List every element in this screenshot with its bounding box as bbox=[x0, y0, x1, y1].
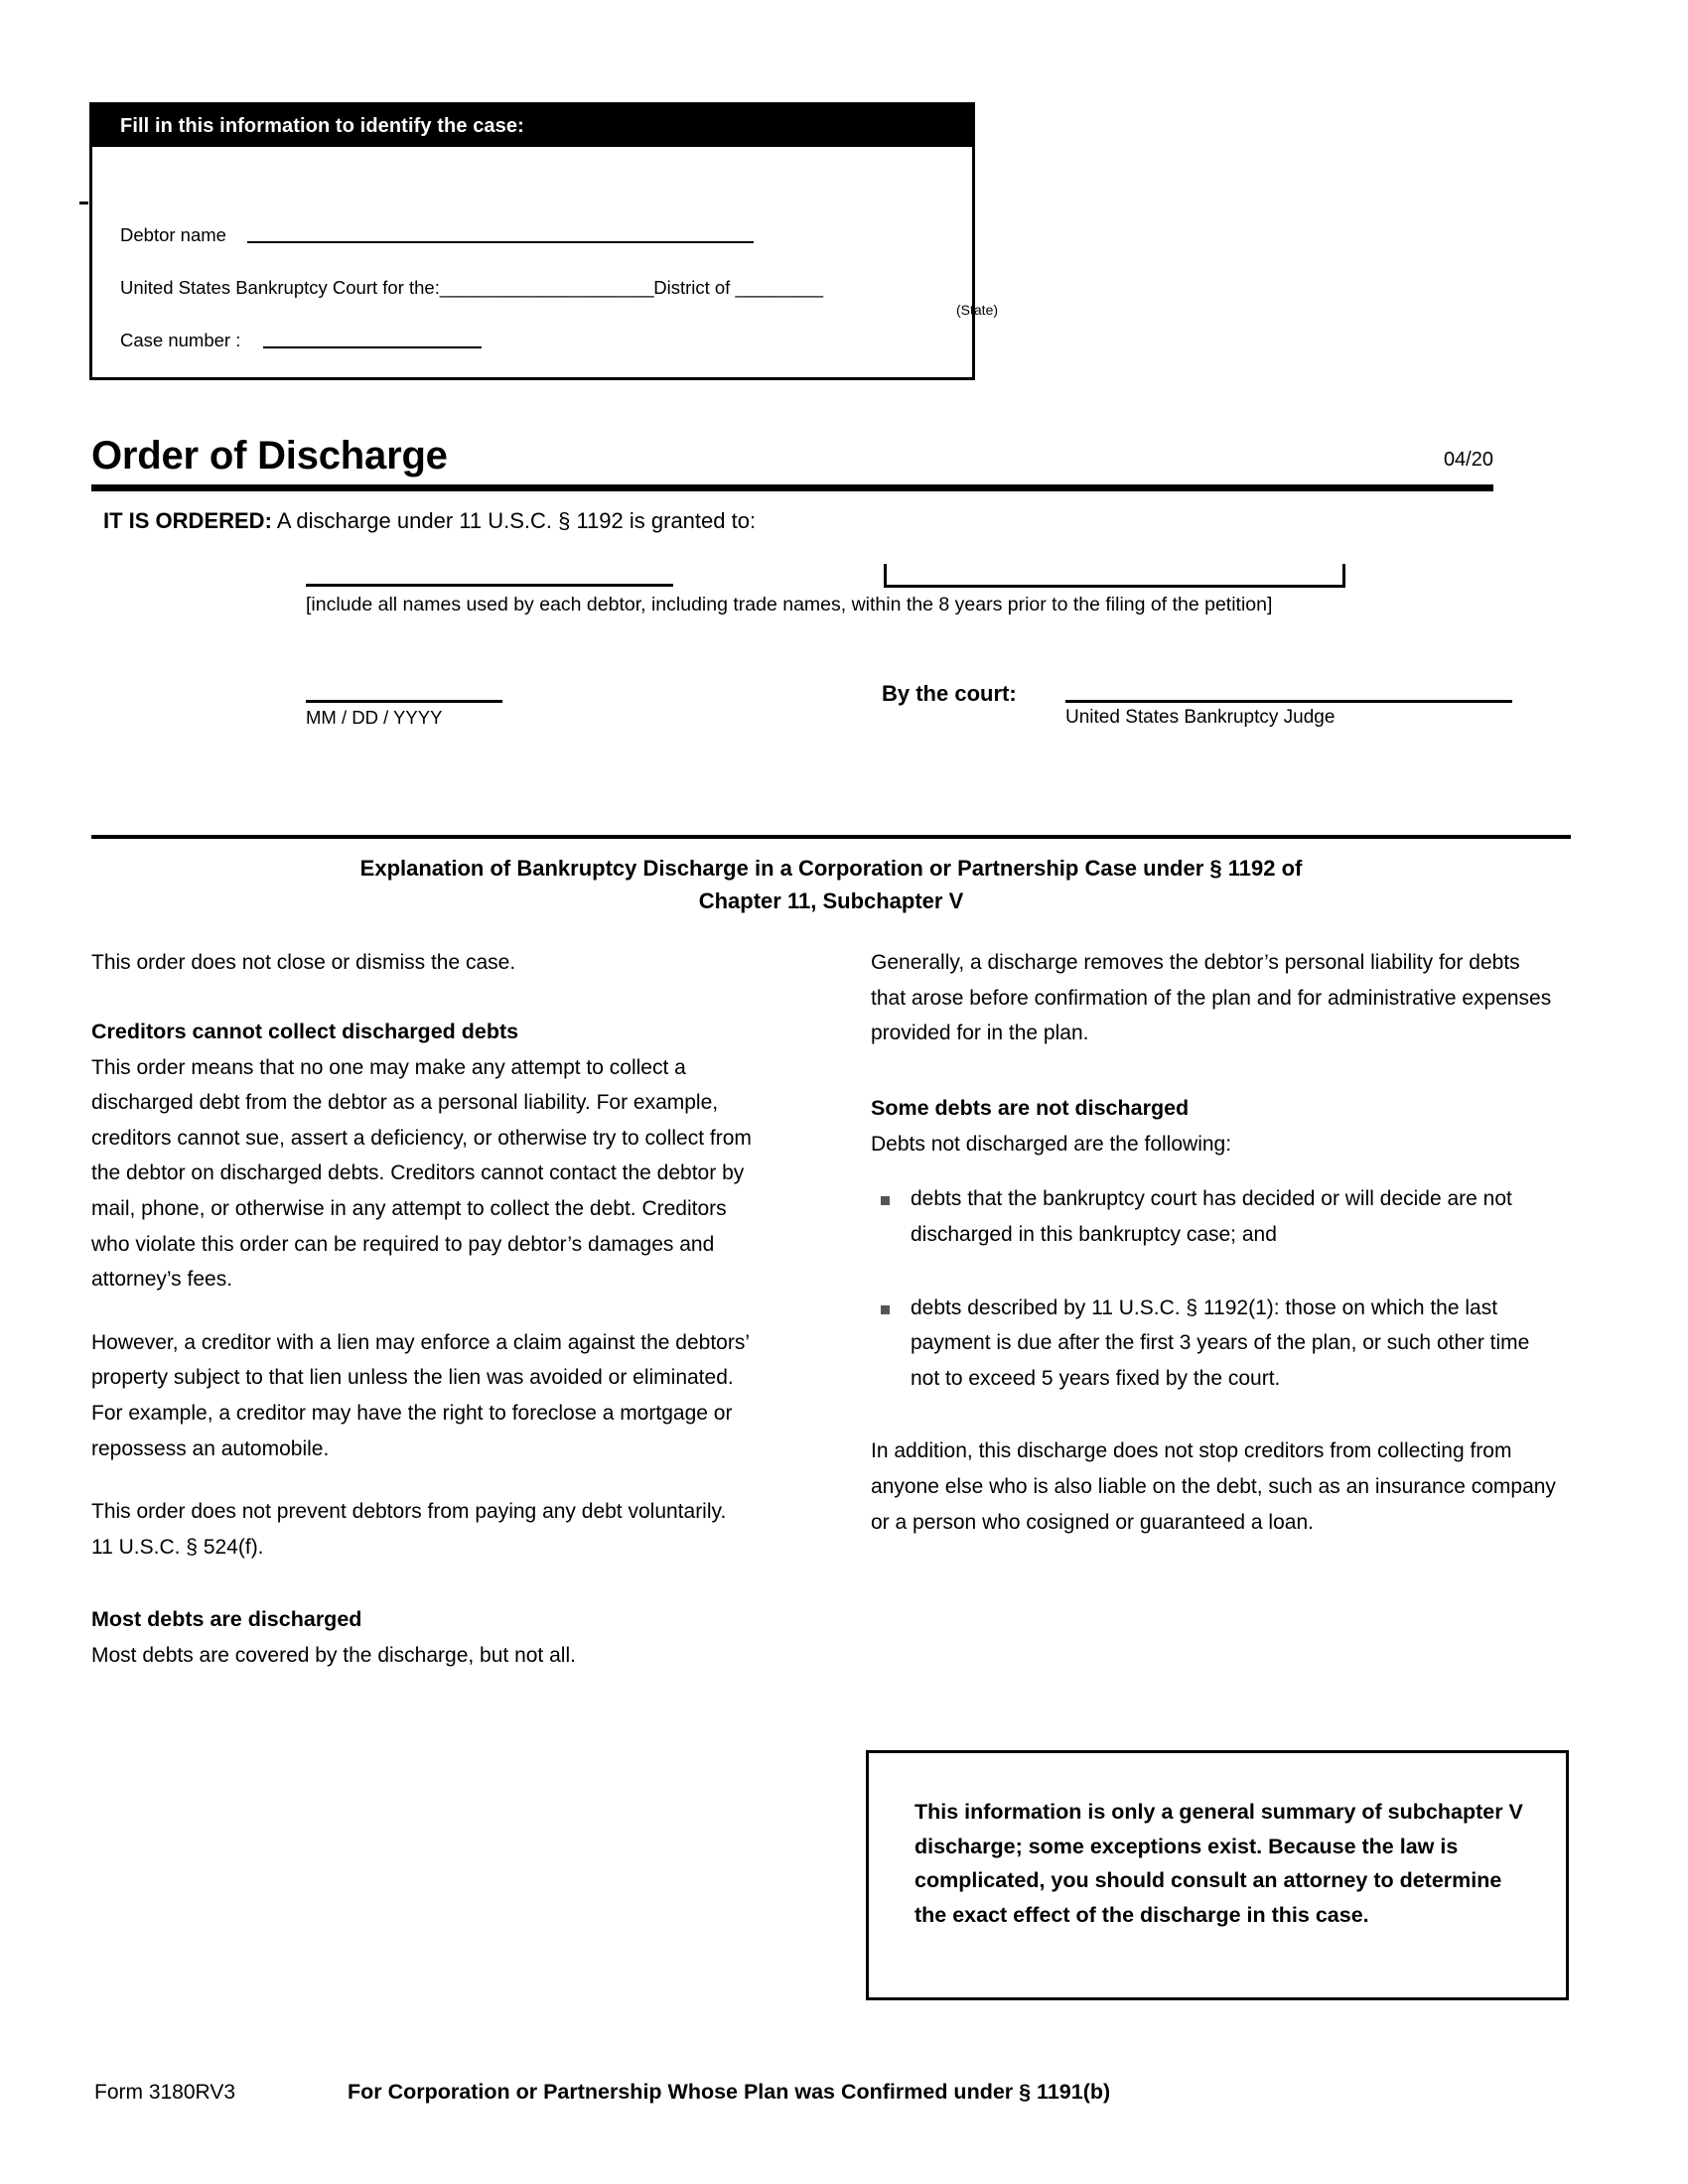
it-is-ordered-text: A discharge under 11 U.S.C. § 1192 is granted to: bbox=[276, 508, 757, 533]
by-the-court-label: By the court: bbox=[882, 681, 1017, 706]
explanation-divider bbox=[91, 835, 1571, 839]
square-bullet-icon bbox=[881, 1305, 890, 1314]
list-item bbox=[871, 1291, 1556, 1397]
explanation-heading-line-2: Chapter 11, Subchapter V bbox=[698, 888, 964, 913]
case-identification-box bbox=[89, 102, 999, 380]
discharge-date-input[interactable] bbox=[306, 700, 502, 703]
case-number-row bbox=[120, 330, 482, 351]
debtor-name-row bbox=[120, 224, 754, 246]
court-row bbox=[120, 277, 823, 299]
court-label: United States Bankruptcy Court for the: bbox=[120, 277, 440, 298]
explanation-left-column bbox=[91, 945, 752, 1674]
square-bullet-icon bbox=[881, 1196, 890, 1205]
debtor-names-input-1[interactable] bbox=[306, 584, 673, 587]
it-is-ordered-line bbox=[103, 508, 756, 534]
court-district-input[interactable]: ______________________ bbox=[439, 277, 654, 298]
left-heading-creditors: Creditors cannot collect discharged debts bbox=[91, 1019, 519, 1043]
district-state-input[interactable]: _________ bbox=[735, 277, 823, 298]
district-of-label: District of bbox=[653, 277, 731, 298]
explanation-heading-line-1: Explanation of Bankruptcy Discharge in a Corporation or Partnership Case under § 1192 of bbox=[359, 856, 1303, 881]
left-paragraph-3: This order does not prevent debtors from paying any debt voluntarily. 11 U.S.C. § 524(f). bbox=[91, 1500, 727, 1559]
left-margin-tick bbox=[79, 202, 88, 205]
general-summary-callout bbox=[866, 1750, 1569, 2000]
debtor-names-input-2[interactable] bbox=[884, 564, 1345, 588]
list-item-text: debts described by 11 U.S.C. § 1192(1): those on which the last payment is due after the first 3 years of the plan, or such other time not to exceed 5 years fixed by the court. bbox=[911, 1296, 1530, 1390]
footer-form-number: Form 3180RV3 bbox=[94, 2081, 236, 2104]
case-box-header: Fill in this information to identify the case: bbox=[92, 105, 972, 147]
footer-form-title: For Corporation or Partnership Whose Plan was Confirmed under § 1191(b) bbox=[348, 2080, 1111, 2104]
title-row bbox=[91, 434, 1493, 478]
list-item-text: debts that the bankruptcy court has decided or will decide are not discharged in this bankruptcy case; and bbox=[911, 1187, 1512, 1246]
discharge-date-hint: MM / DD / YYYY bbox=[306, 707, 443, 728]
left-heading-most-debts: Most debts are discharged bbox=[91, 1607, 362, 1632]
state-hint-label: (State) bbox=[956, 302, 999, 318]
right-paragraph-1: Generally, a discharge removes the debtor’s personal liability for debts that arose before confirmation of the plan and for administrative expenses provided for in the plan. bbox=[871, 951, 1552, 1045]
left-paragraph-2: However, a creditor with a lien may enforce a claim against the debtors’ property subject to that lien unless the lien was avoided or eliminated. For example, a creditor may have the right to foreclose a mortgage or repossess an automobile. bbox=[91, 1330, 750, 1460]
right-heading-some-debts: Some debts are not discharged bbox=[871, 1095, 1190, 1120]
page-footer bbox=[94, 2080, 1504, 2105]
case-number-input[interactable] bbox=[263, 346, 482, 348]
debtor-name-input[interactable] bbox=[247, 241, 754, 243]
judge-signature-input[interactable] bbox=[1065, 700, 1512, 703]
explanation-heading bbox=[91, 852, 1571, 917]
left-intro-paragraph: This order does not close or dismiss the case. bbox=[91, 951, 516, 974]
page-title: Order of Discharge bbox=[91, 434, 448, 478]
list-item bbox=[871, 1181, 1556, 1252]
right-paragraph-2: Debts not discharged are the following: bbox=[871, 1132, 1232, 1156]
debtor-name-label: Debtor name bbox=[120, 224, 226, 245]
explanation-right-column bbox=[871, 945, 1556, 1568]
title-divider bbox=[91, 484, 1493, 491]
it-is-ordered-label: IT IS ORDERED: bbox=[103, 508, 272, 533]
general-summary-text: This information is only a general summary of subchapter V discharge; some exceptions exist. Because the law is complicated, you should consult an attorney to determine the exact effect of the discharge in this case. bbox=[914, 1800, 1523, 1927]
left-paragraph-1: This order means that no one may make any attempt to collect a discharged debt from the debtor as a personal liability. For example, creditors cannot sue, assert a deficiency, or otherwise try to collect from the debtor on discharged debts. Creditors cannot contact the debtor by mail, phone, or otherwise in any attempt to collect the debt. Creditors who violate this order can be required to pay debtor’s damages and attorney’s fees. bbox=[91, 1055, 752, 1292]
left-paragraph-4: Most debts are covered by the discharge, but not all. bbox=[91, 1644, 576, 1668]
right-paragraph-3: In addition, this discharge does not stop creditors from collecting from anyone else who is also liable on the debt, such as an insurance company or a person who cosigned or guaranteed a loan. bbox=[871, 1439, 1556, 1534]
debtor-names-hint: [include all names used by each debtor, including trade names, within the 8 years prior to the filing of the petition] bbox=[306, 594, 1273, 615]
form-revision-date: 04/20 bbox=[1443, 449, 1493, 471]
case-number-label: Case number : bbox=[120, 330, 241, 350]
judge-signature-hint: United States Bankruptcy Judge bbox=[1065, 707, 1336, 728]
not-discharged-list bbox=[871, 1181, 1556, 1396]
